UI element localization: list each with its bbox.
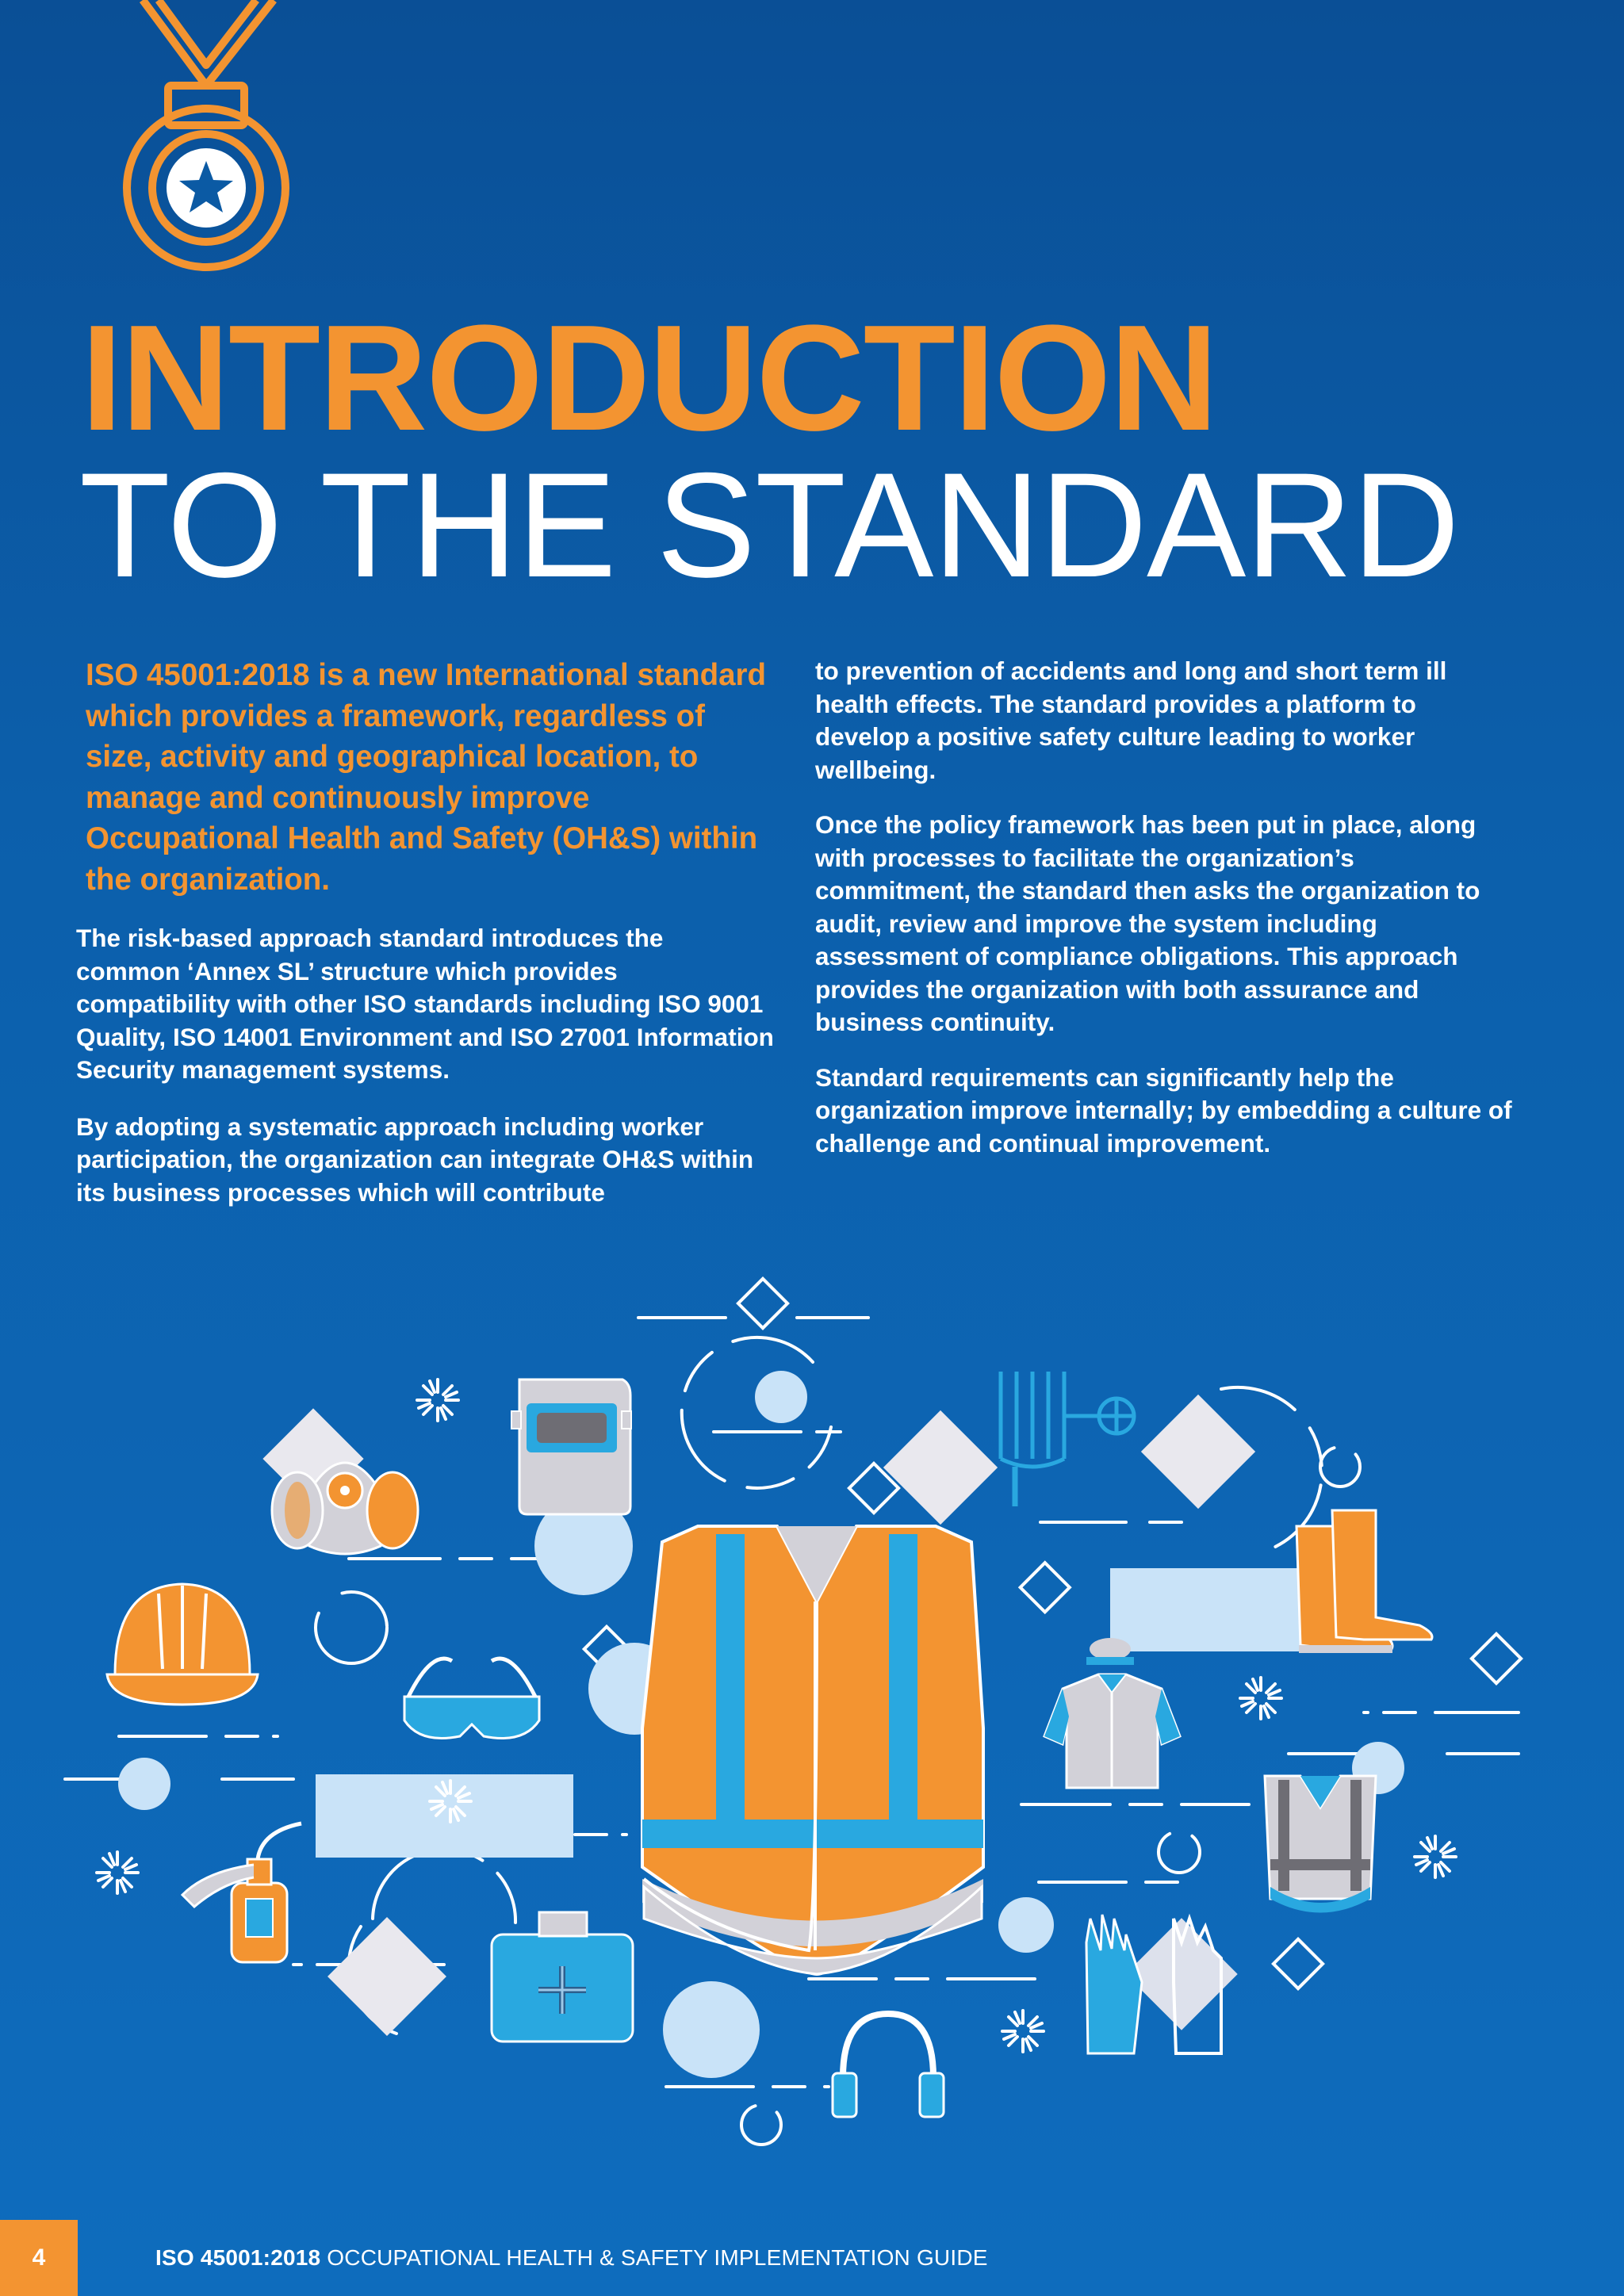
page-title: INTRODUCTION [81,294,1217,462]
first-aid-kit-icon [492,1912,633,2042]
welding-mask-icon [511,1380,631,1514]
footer-standard-code: ISO 45001:2018 [155,2245,321,2270]
boots-icon [1297,1510,1432,1653]
body-paragraph: Once the policy framework has been put in place, along with processes to facilitate the organization’s commitment, the standard then asks the organization to audit, review and improve the system including assessment of compliance obligations. This approach provides the organization with both assurance and business continuity. [815,810,1480,1036]
hard-hat-icon [107,1584,258,1705]
respirator-mask-icon [272,1463,418,1554]
body-paragraph: to prevention of accidents and long and short term ill health effects. The standard provides a platform to develop a positive safety culture leading to worker wellbeing. [815,656,1447,784]
body-paragraph: By adopting a systematic approach including worker participation, the organization can integrate OH&S within its business processes which will contribute [76,1112,754,1207]
ppe-illustration [0,1253,1624,2164]
safety-goggles-icon [404,1659,539,1739]
body-paragraph: Standard requirements can significantly help the organization improve internally; by embedding a culture of challenge and continual improvement. [815,1062,1512,1158]
small-vest-icon [1265,1776,1376,1913]
safety-vest-icon [642,1526,983,1974]
lead-paragraph: ISO 45001:2018 is a new International standard which provides a framework, regardless of size, activity and geographical location, to manage and continuously improve Occupational Health and Safety (OH&S) within the organization. [86,658,767,897]
footer-guide-title [155,2220,988,2296]
ear-defenders-icon [833,2014,944,2117]
fire-extinguisher-icon [182,1823,301,1962]
page-number: 4 [0,2220,78,2296]
fire-hose-icon [1001,1372,1134,1506]
medal-star-icon [103,0,309,274]
left-column [76,655,774,1233]
page-subtitle: TO THE STANDARD [79,442,1459,608]
work-shirt-icon [1044,1638,1180,1788]
footer [0,2220,1624,2296]
right-column [815,655,1513,1182]
footer-guide-name: OCCUPATIONAL HEALTH & SAFETY IMPLEMENTATION GUIDE [327,2245,988,2270]
body-paragraph: The risk-based approach standard introduces the common ‘Annex SL’ structure which provides compatibility with other ISO standards including ISO 9001 Quality, ISO 14001 Environment and ISO 27001 Information Security management systems. [76,924,774,1084]
